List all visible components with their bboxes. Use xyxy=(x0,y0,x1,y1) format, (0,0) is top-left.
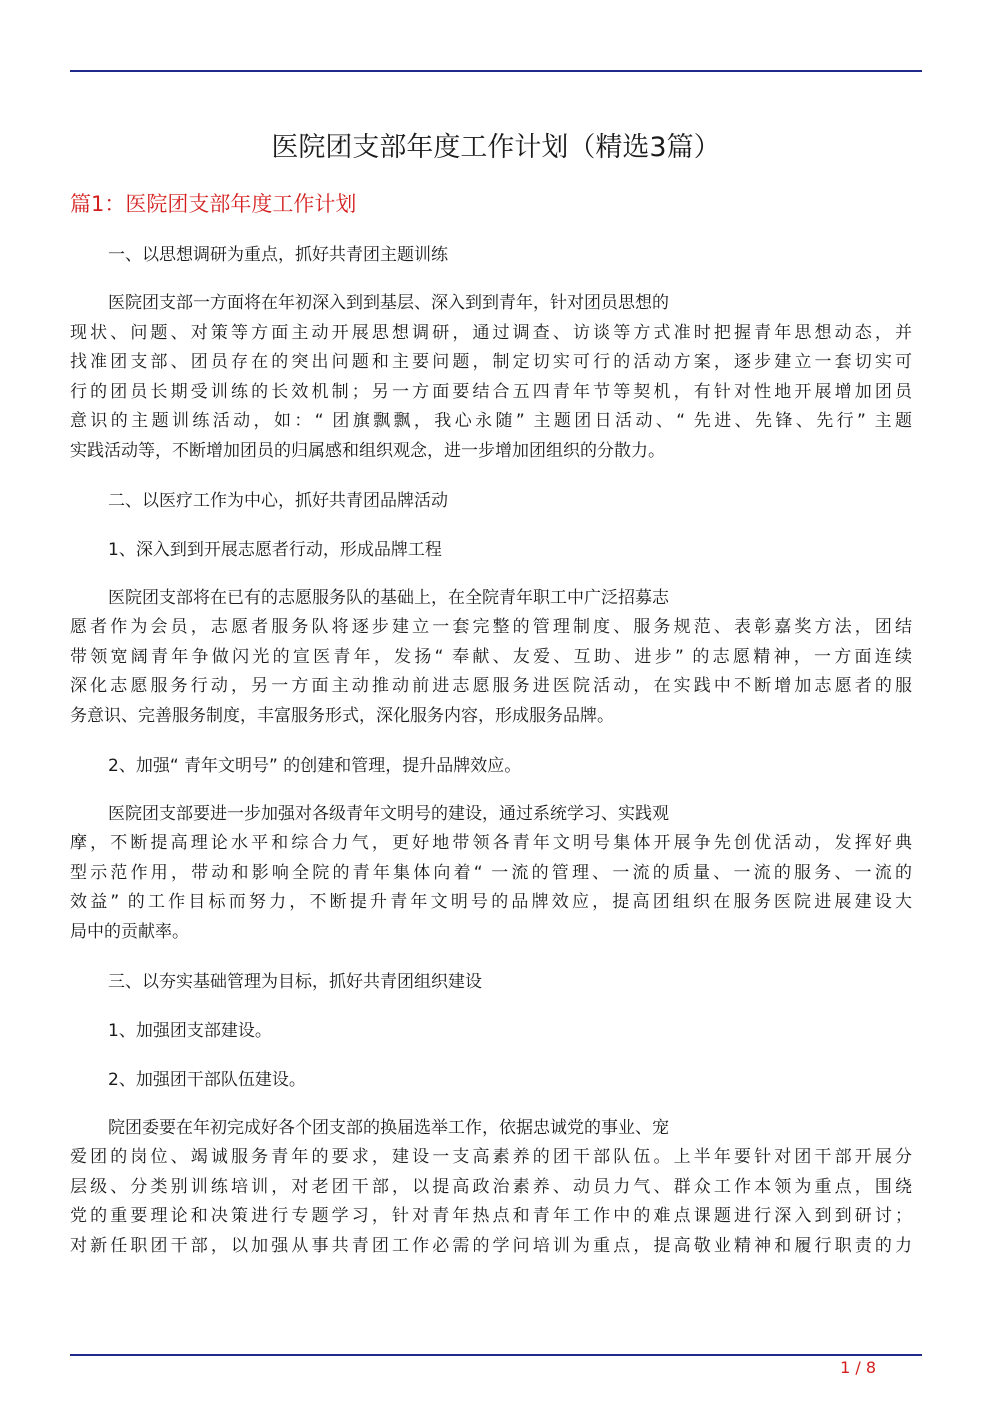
paragraph-line: 摩，不断提高理论水平和综合力气，更好地带领各青年文明号集体开展争先创优活动，发挥好典 xyxy=(70,833,912,854)
section-heading: 二、以医疗工作为中心，抓好共青团品牌活动 xyxy=(108,490,448,511)
paragraph-line: 务意识、完善服务制度，丰富服务形式，深化服务内容，形成服务品牌。 xyxy=(70,705,614,726)
page-number: 1 / 8 xyxy=(840,1358,876,1377)
section-heading: 一、以思想调研为重点，抓好共青团主题训练 xyxy=(108,245,448,265)
section-title: 篇1：医院团支部年度工作计划 xyxy=(70,192,357,216)
footer-rule xyxy=(70,1354,922,1356)
paragraph xyxy=(70,289,912,467)
paragraph-line: 效益” 的工作目标而努力，不断提升青年文明号的品牌效应，提高团组织在服务医院进展建设大 xyxy=(70,892,912,913)
paragraph xyxy=(70,584,912,732)
section-heading: 2、加强团干部队伍建设。 xyxy=(108,1069,306,1090)
paragraph-line: 型示范作用，带动和影响全院的青年集体向着“ 一流的管理、一流的质量、一流的服务、一流的 xyxy=(70,862,912,883)
paragraph-line: 医院团支部一方面将在年初深入到到基层、深入到到青年，针对团员思想的 xyxy=(108,293,669,313)
paragraph-line: 愿者作为会员，志愿者服务队将逐步建立一套完整的管理制度、服务规范、表彰嘉奖方法，团结 xyxy=(70,617,912,638)
paragraph-line: 找准团支部、团员存在的突出问题和主要问题，制定切实可行的活动方案，逐步建立一套切实可 xyxy=(70,352,912,373)
paragraph-line: 院团委要在年初完成好各个团支部的换届选举工作，依据忠诚党的事业、宠 xyxy=(108,1117,669,1138)
header-rule xyxy=(70,70,922,72)
section-heading: 三、以夯实基础管理为目标，抓好共青团组织建设 xyxy=(108,971,482,992)
paragraph-line: 医院团支部将在已有的志愿服务队的基础上，在全院青年职工中广泛招募志 xyxy=(108,587,669,608)
paragraph-line: 深化志愿服务行动，另一方面主动推动前进志愿服务进医院活动，在实践中不断增加志愿者的服 xyxy=(70,676,912,697)
paragraph-line: 对新任职团干部，以加强从事共青团工作必需的学问培训为重点，提高敬业精神和履行职责的力 xyxy=(70,1235,912,1256)
section-heading: 1、加强团支部建设。 xyxy=(108,1020,272,1041)
paragraph-line: 爱团的岗位、竭诚服务青年的要求，建设一支高素养的团干部队伍。上半年要针对团干部开展分 xyxy=(70,1147,912,1168)
paragraph xyxy=(70,800,912,948)
paragraph-line: 层级、分类别训练培训，对老团干部，以提高政治素养、动员力气、群众工作本领为重点，围绕 xyxy=(70,1176,912,1197)
section-heading: 1、深入到到开展志愿者行动，形成品牌工程 xyxy=(108,539,442,560)
paragraph xyxy=(70,1114,912,1262)
paragraph-line: 局中的贡献率。 xyxy=(70,921,189,942)
paragraph-line: 行的团员长期受训练的长效机制；另一方面要结合五四青年节等契机，有针对性地开展增加团员 xyxy=(70,381,912,402)
paragraph-line: 带领宽阔青年争做闪光的宣医青年，发扬“ 奉献、友爱、互助、进步” 的志愿精神，一方面连续 xyxy=(70,646,912,667)
paragraph-line: 医院团支部要进一步加强对各级青年文明号的建设，通过系统学习、实践观 xyxy=(108,803,669,824)
paragraph-line: 实践活动等，不断增加团员的归属感和组织观念，进一步增加团组织的分散力。 xyxy=(70,440,665,461)
paragraph-line: 意识的主题训练活动，如：“ 团旗飘飘，我心永随” 主题团日活动、“ 先进、先锋、先行” 主题 xyxy=(70,411,912,432)
page-title: 医院团支部年度工作计划（精选3篇） xyxy=(271,132,721,163)
document-body xyxy=(70,240,912,1280)
section-heading: 2、加强“ 青年文明号” 的创建和管理，提升品牌效应。 xyxy=(108,755,522,776)
paragraph-line: 现状、问题、对策等方面主动开展思想调研，通过调查、访谈等方式准时把握青年思想动态，并 xyxy=(70,322,912,343)
paragraph-line: 党的重要理论和决策进行专题学习，针对青年热点和青年工作中的难点课题进行深入到到研讨； xyxy=(70,1206,912,1227)
